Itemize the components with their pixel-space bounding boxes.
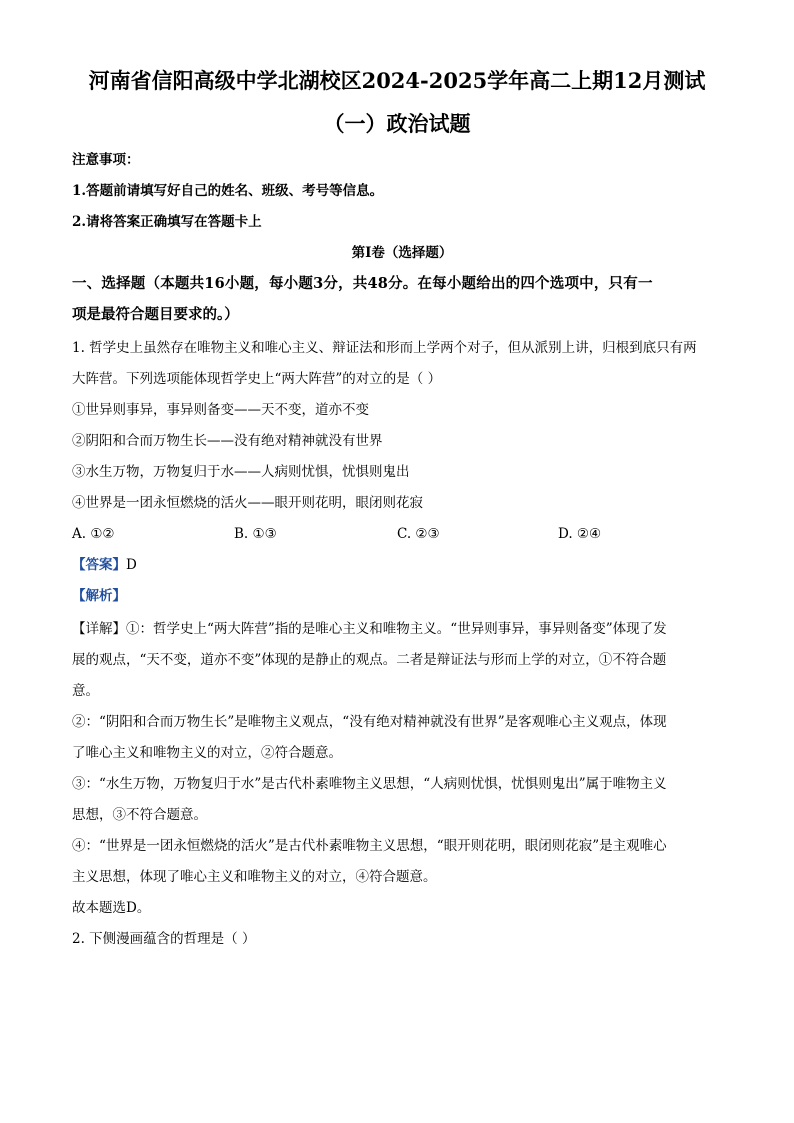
q1-statement-1: ①世异则事异，事异则备变——天不变，道亦不变: [72, 402, 369, 418]
q1-option-b: B. ①③: [234, 526, 277, 542]
q1-analysis: [72, 586, 732, 606]
analysis-tag: 【解析】: [72, 588, 126, 604]
q1-detail-line4: ②：“阴阳和合而万物生长”是唯物主义观点，“没有绝对精神就没有世界”是客观唯心主义观点，体现: [72, 714, 667, 730]
q1-option-a: A. ①②: [72, 526, 115, 542]
detail-tag: 【详解】: [72, 621, 126, 637]
answer-value: D: [126, 557, 137, 573]
notice-heading: 注意事项：: [72, 152, 140, 168]
q1-statement-4: ④世界是一团永恒燃烧的活火——眼开则花明，眼闭则花寂: [72, 495, 423, 511]
q1-stem-line2: 大阵营。下列选项能体现哲学史上“两大阵营”的对立的是（ ）: [72, 371, 442, 387]
answer-tag: 【答案】: [72, 557, 126, 573]
q1-detail-line5: 了唯心主义和唯物主义的对立，②符合题意。: [72, 745, 342, 761]
q2-stem: 2. 下侧漫画蕴含的哲理是（ ）: [72, 931, 256, 947]
page-title-line2: （一）政治试题: [323, 111, 471, 136]
q1-detail-line2: 展的观点，“天不变，道亦不变”体现的是静止的观点。二者是辩证法与形而上学的对立，①不符合题: [72, 652, 667, 668]
q1-detail-line7: 思想，③不符合题意。: [72, 807, 207, 823]
notice-item-2: 2.请将答案正确填写在答题卡上: [72, 214, 262, 230]
q1-answer: [72, 555, 732, 575]
page-title-line1: 河南省信阳高级中学北湖校区2024-2025学年高二上期12月测试: [88, 68, 706, 93]
q1-detail-line1: [72, 619, 732, 639]
q1-conclusion: 故本题选D。: [72, 900, 151, 916]
q1-statement-3: ③水生万物，万物复归于水——人病则忧惧，忧惧则鬼出: [72, 464, 410, 480]
q1-option-c: C. ②③: [397, 526, 440, 542]
part-intro-line1: 一、选择题（本题共16小题，每小题3分，共48分。在每小题给出的四个选项中，只有一: [72, 275, 653, 292]
notice-item-1: 1.答题前请填写好自己的姓名、班级、考号等信息。: [72, 183, 384, 199]
q1-detail-line3: 意。: [72, 683, 99, 699]
q1-statement-2: ②阴阳和合而万物生长——没有绝对精神就没有世界: [72, 433, 383, 449]
detail-text-1a: ①：哲学史上“两大阵营”指的是唯心主义和唯物主义。“世异则事异，事异则备变”体现了发: [126, 621, 667, 637]
section-title: 第I卷（选择题）: [351, 245, 453, 261]
q1-option-d: D. ②④: [558, 526, 602, 542]
q1-stem-line1: 1. 哲学史上虽然存在唯物主义和唯心主义、辩证法和形而上学两个对子，但从派别上讲，归根到底只有两: [72, 340, 697, 356]
part-intro-line2: 项是最符合题目要求的。）: [72, 306, 239, 323]
q1-detail-line6: ③：“水生万物，万物复归于水”是古代朴素唯物主义思想，“人病则忧惧，忧惧则鬼出”属于唯物主义: [72, 776, 667, 792]
q1-detail-line8: ④：“世界是一团永恒燃烧的活火”是古代朴素唯物主义思想，“眼开则花明，眼闭则花寂”是主观唯心: [72, 838, 667, 854]
q1-detail-line9: 主义思想，体现了唯心主义和唯物主义的对立，④符合题意。: [72, 869, 437, 885]
